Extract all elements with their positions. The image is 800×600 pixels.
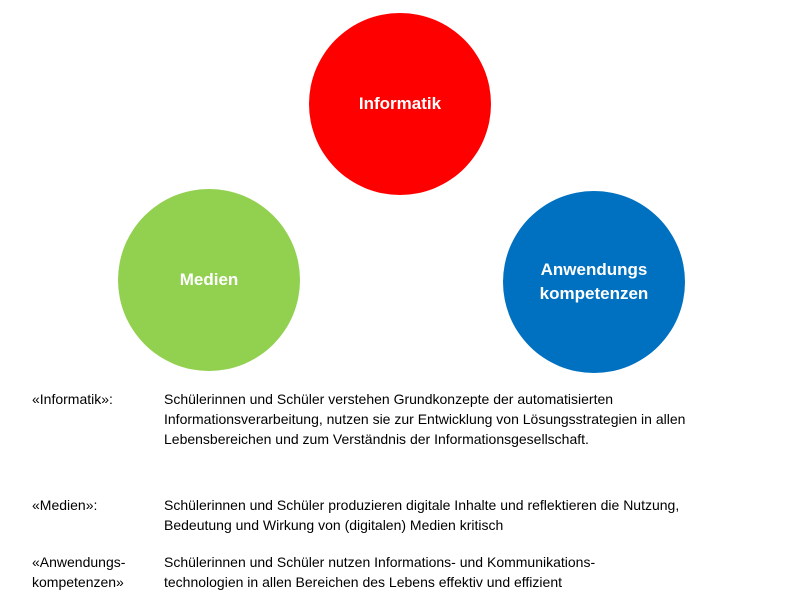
circle-informatik-label: Informatik xyxy=(358,94,442,113)
definition-term: «Informatik»: xyxy=(32,391,113,407)
definition-line: technologien in allen Bereichen des Lebens effektiv und effizient xyxy=(164,574,562,590)
definition-anwendungskompetenzen xyxy=(32,552,772,592)
circle-medien-label: Medien xyxy=(179,270,239,289)
definition-term: «Anwendungs- kompetenzen» xyxy=(32,554,126,590)
definition-line: Bedeutung und Wirkung von (digitalen) Medien kritisch xyxy=(164,517,504,533)
definition-line: Schülerinnen und Schüler verstehen Grundkonzepte der automatisierten xyxy=(164,391,614,407)
definition-term: «Medien»: xyxy=(32,497,98,513)
definition-line: Lebensbereichen und zum Verständnis der Informationsgesellschaft. xyxy=(164,431,589,447)
definition-line: Schülerinnen und Schüler nutzen Informations- und Kommunikations- xyxy=(164,554,596,570)
definition-description xyxy=(164,552,764,592)
definition-line: Schülerinnen und Schüler produzieren digitale Inhalte und reflektieren die Nutzung, xyxy=(164,497,680,513)
circle-medien xyxy=(118,189,300,371)
definition-description xyxy=(164,495,764,535)
circle-anwendungskompetenzen xyxy=(503,191,685,373)
definition-informatik xyxy=(32,389,772,449)
circle-anwendungskompetenzen-label: Anwendungs kompetenzen xyxy=(539,260,649,303)
circle-informatik xyxy=(309,13,491,195)
definition-medien xyxy=(32,495,772,535)
definition-line: Informationsverarbeitung, nutzen sie zur Entwicklung von Lösungsstrategien in allen xyxy=(164,411,686,427)
definition-description xyxy=(164,389,764,449)
